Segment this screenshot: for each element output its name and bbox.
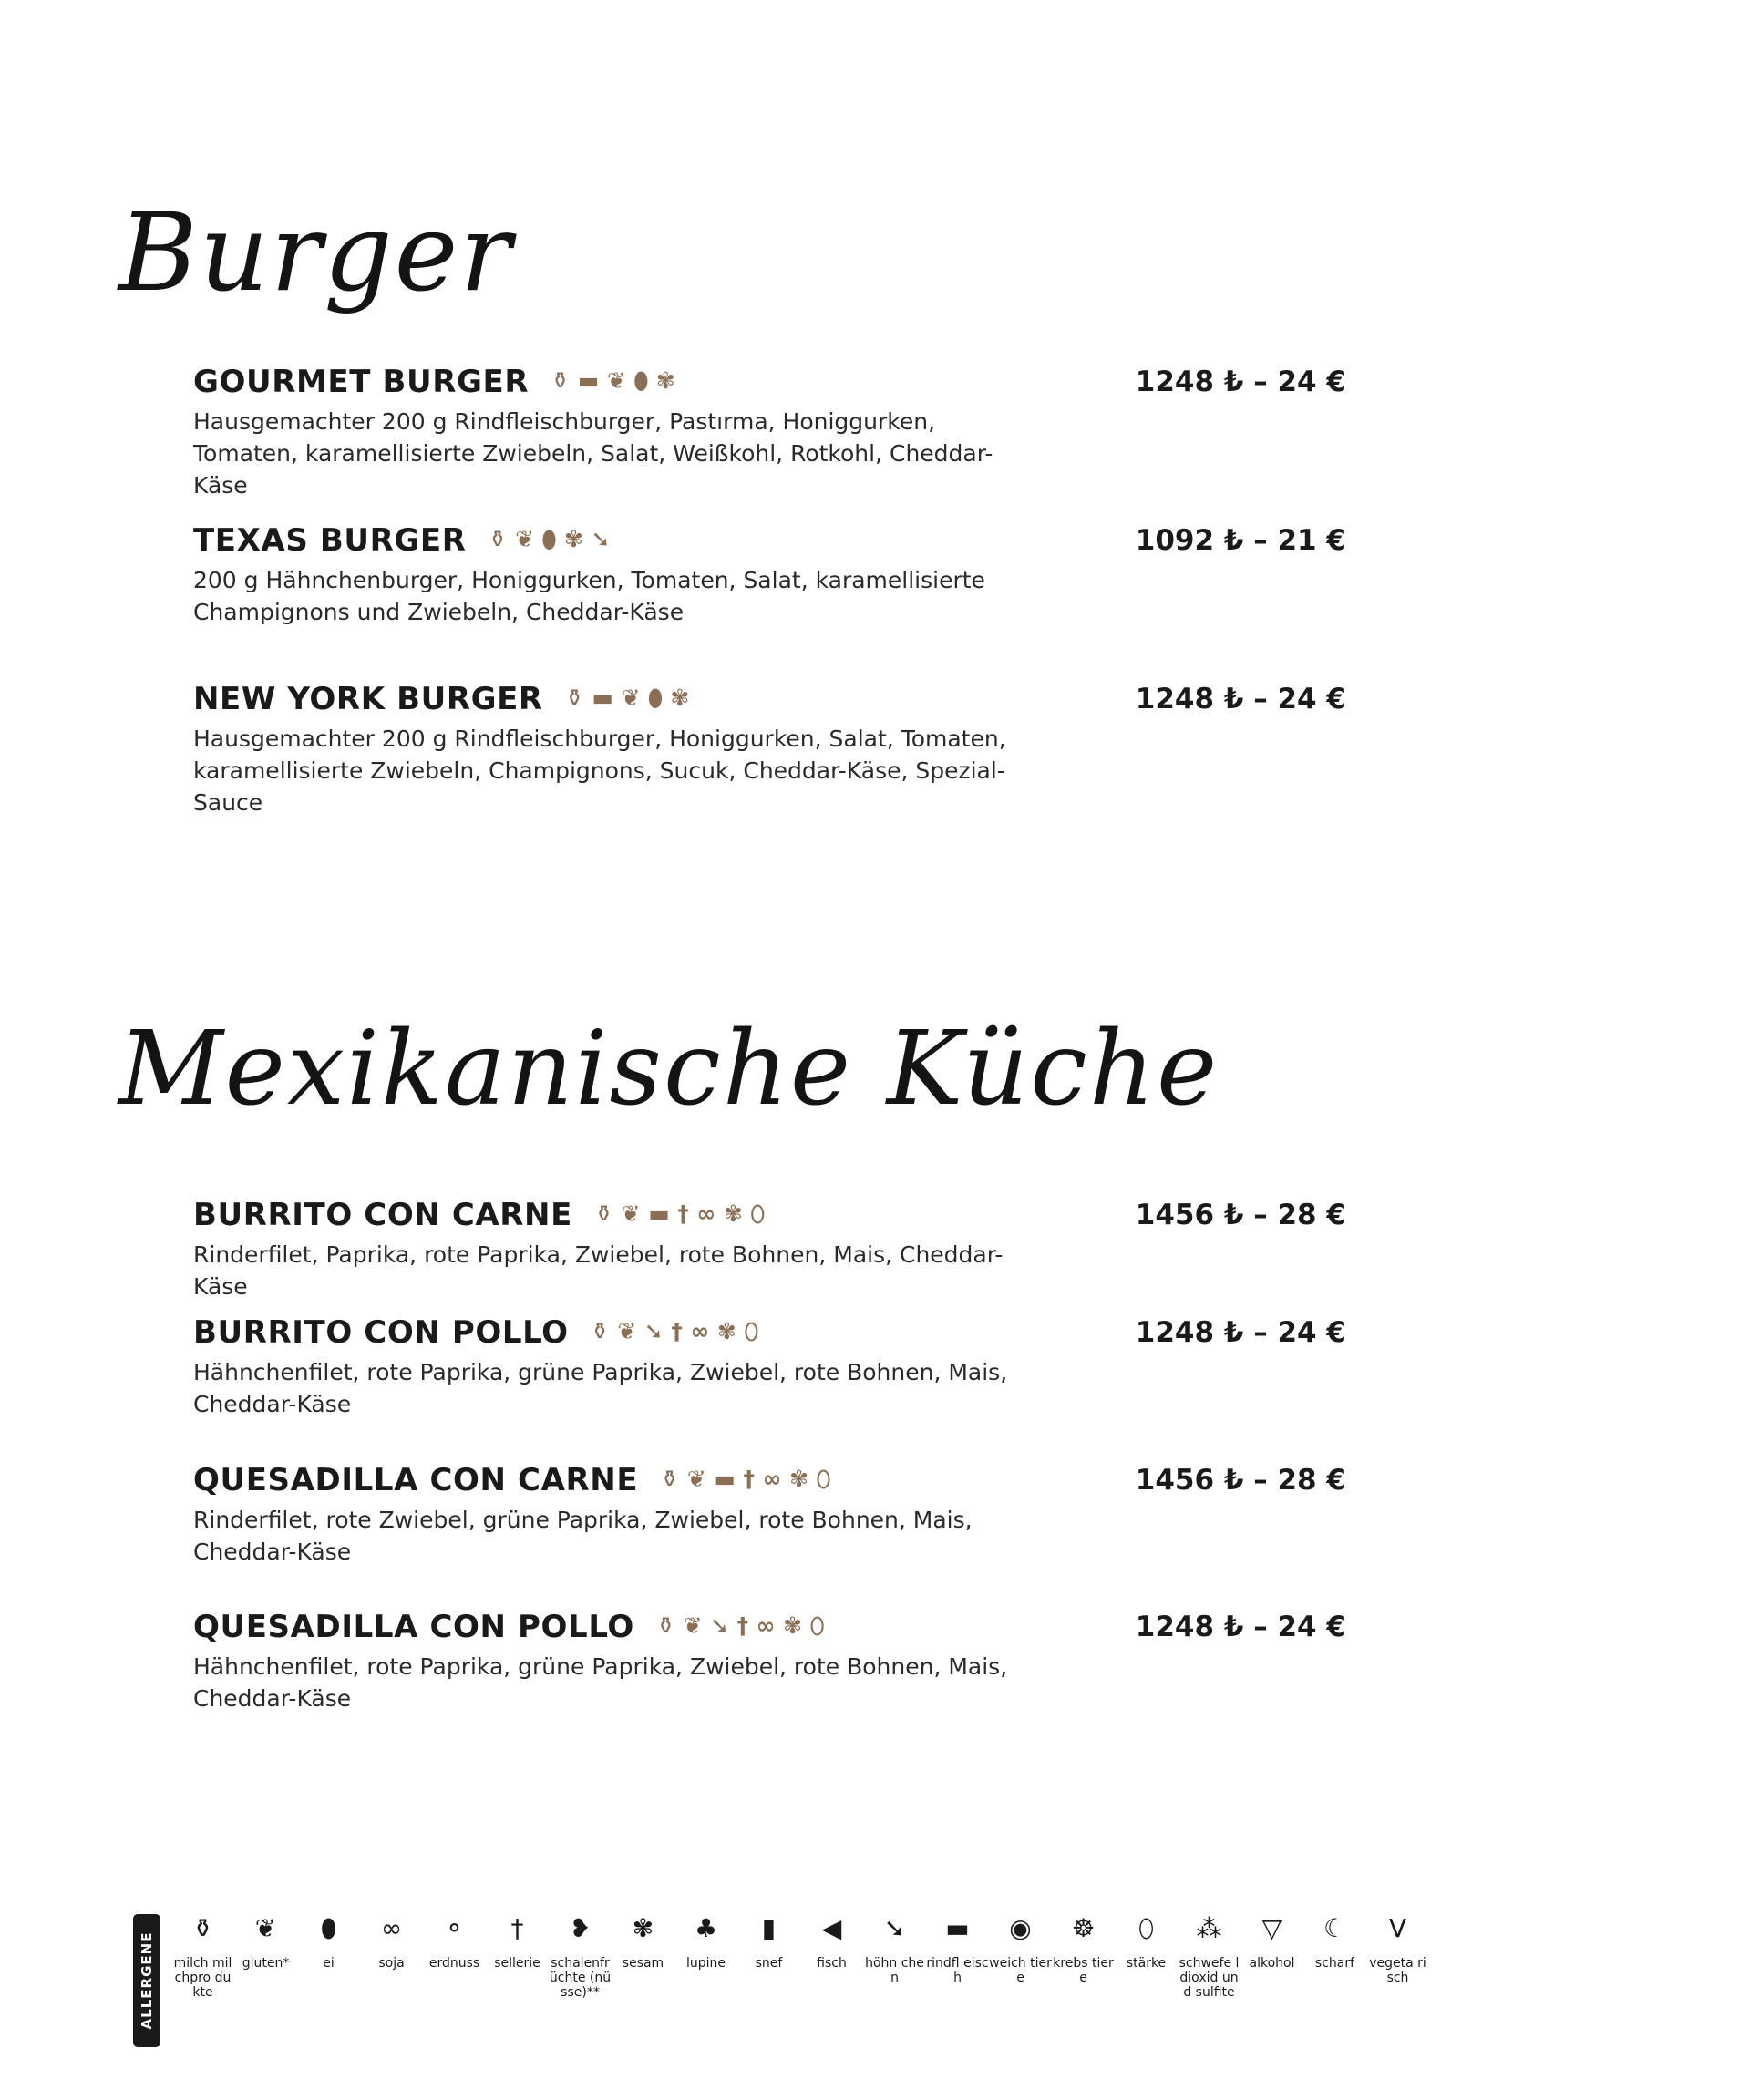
allergen-legend-item [423,1909,486,2000]
allergen-legend-item [926,1909,989,2000]
allergen-legend-item [800,1909,863,2000]
wheat-icon: ❦ [617,1317,637,1344]
allergen-label: schalenfr üchte (nüsse)** [549,1956,612,2000]
lupine-icon: ♣ [694,1913,718,1943]
allergen-label: erdnuss [428,1956,480,1971]
soy-icon: ∞ [380,1913,403,1943]
item-name: TEXAS BURGER ⚱ ❦ ⬮ ✾ ➘ [193,522,612,559]
item-description: Rinderfilet, rote Zwiebel, grüne Paprika, Zwiebel, rote Bohnen, Mais, Cheddar-Käse [193,1507,973,1565]
sesame-icon: ✾ [655,366,676,394]
milk-bottle-icon: ⚱ [191,1913,214,1943]
item-name: NEW YORK BURGER ⚱ ▬ ❦ ⬮ ✾ [193,681,690,717]
section-title-burger: Burger [118,190,513,315]
allergen-legend-item [1115,1909,1178,2000]
starch-icon: ⬯ [816,1465,831,1492]
allergen-legend-item [297,1909,360,2000]
menu-item-new-york-burger [193,675,1369,818]
wheat-icon: ❦ [515,525,535,552]
item-description: Hähnchenfilet, rote Paprika, grüne Paprika, Zwiebel, rote Bohnen, Mais, Cheddar-Käse [193,1359,1008,1417]
milk-bottle-icon: ⚱ [488,525,509,552]
item-description: Rinderfilet, Paprika, rote Paprika, Zwiebel, rote Bohnen, Mais, Cheddar-Käse [193,1241,1004,1300]
milk-bottle-icon: ⚱ [564,684,585,711]
egg-icon: ⬮ [320,1913,337,1943]
item-price: 1248 ₺ – 24 € [1135,683,1346,715]
item-name: GOURMET BURGER ⚱ ▬ ❦ ⬮ ✾ [193,364,676,400]
allergen-legend-item [1303,1909,1366,2000]
allergen-legend-item [863,1909,926,2000]
soy-icon: ∞ [762,1465,783,1492]
vegetarian-icon: V [1388,1913,1407,1943]
item-price: 1456 ₺ – 28 € [1135,1464,1346,1497]
allergen-legend [133,1909,1426,2045]
section-title-mexikanische-kueche: Mexikanische Küche [118,1010,1220,1128]
celery-icon: † [677,1199,690,1227]
allergen-legend-label: ALLERGENE [133,1914,160,2047]
wheat-icon: ❦ [621,684,642,711]
sulfite-icon: ⁂ [1196,1913,1222,1943]
allergen-label: vegeta risch [1369,1956,1426,1985]
chicken-leg-icon: ➘ [710,1611,730,1639]
mustard-icon: ▮ [761,1913,777,1943]
egg-icon: ⬮ [633,366,649,394]
egg-icon: ⬮ [648,684,664,711]
wheat-icon: ❦ [254,1913,277,1943]
chicken-leg-icon: ➘ [591,525,612,552]
allergen-legend-item [234,1909,297,2000]
allergen-legend-item [1240,1909,1303,2000]
starch-icon: ⬯ [750,1199,766,1227]
sesame-icon: ✾ [783,1611,803,1639]
shell-icon: ◉ [1009,1913,1032,1943]
allergen-label: stärke [1126,1956,1167,1971]
item-price: 1248 ₺ – 24 € [1135,1316,1346,1349]
allergen-label: soja [378,1956,405,1971]
allergen-legend-item [612,1909,674,2000]
item-name: BURRITO CON POLLO ⚱ ❦ ➘ † ∞ ✾ ⬯ [193,1314,759,1351]
beef-icon: ▬ [945,1913,970,1943]
allergen-label: gluten* [242,1956,290,1971]
allergen-label: rindfl eisch [926,1956,989,1985]
beef-icon: ▬ [577,366,600,394]
allergen-label: alkohol [1249,1956,1295,1971]
chili-icon: ☾ [1323,1913,1347,1943]
item-name: QUESADILLA CON CARNE ⚱ ❦ ▬ † ∞ ✾ ⬯ [193,1462,831,1498]
nut-icon: ❥ [569,1913,592,1943]
item-price: 1092 ₺ – 21 € [1135,524,1346,557]
milk-bottle-icon: ⚱ [655,1611,676,1639]
item-price: 1456 ₺ – 28 € [1135,1199,1346,1231]
sesame-icon: ✾ [723,1199,744,1227]
item-price: 1248 ₺ – 24 € [1135,365,1346,398]
milk-bottle-icon: ⚱ [660,1465,680,1492]
sesame-icon: ✾ [632,1913,654,1943]
allergen-label: sesam [622,1956,664,1971]
allergen-label: weich tiere [989,1956,1052,1985]
allergen-legend-items [171,1909,1429,2000]
beef-icon: ▬ [714,1465,736,1492]
lobster-icon: ☸ [1071,1913,1096,1943]
allergen-legend-item [1366,1909,1429,2000]
soy-icon: ∞ [756,1611,777,1639]
soy-icon: ∞ [696,1199,716,1227]
fish-icon: ◀ [821,1913,842,1943]
allergen-label: schwefe ldioxid und sulfite [1179,1956,1240,2000]
item-price: 1248 ₺ – 24 € [1135,1611,1346,1643]
starch-icon: ⬯ [809,1611,825,1639]
item-description: Hausgemachter 200 g Rindfleischburger, Honiggurken, Salat, Tomaten, karamellisierte Zwiebeln, Champignons, Sucuk, Cheddar-Käse, Spezial-Sauce [193,726,1006,816]
allergen-label: ei [323,1956,335,1971]
allergen-label: höhn chen [865,1956,924,1985]
item-description: Hausgemachter 200 g Rindfleischburger, Pastırma, Honiggurken, Tomaten, karamellisierte Zwiebeln, Salat, Weißkohl, Rotkohl, Cheddar-Käse [193,408,993,499]
item-name: BURRITO CON CARNE ⚱ ❦ ▬ † ∞ ✾ ⬯ [193,1197,766,1233]
allergen-legend-item [486,1909,549,2000]
allergen-label: krebs tiere [1053,1956,1114,1985]
menu-item-quesadilla-con-carne [193,1457,1369,1568]
allergen-legend-item [1052,1909,1115,2000]
starch-icon: ⬯ [1138,1913,1155,1943]
allergen-label: snef [755,1956,783,1971]
menu-item-quesadilla-con-pollo [193,1603,1369,1714]
sesame-icon: ✾ [670,684,690,711]
menu-item-gourmet-burger [193,358,1369,501]
item-description: Hähnchenfilet, rote Paprika, grüne Paprika, Zwiebel, rote Bohnen, Mais, Cheddar-Käse [193,1653,1008,1712]
milk-bottle-icon: ⚱ [593,1199,614,1227]
item-name: QUESADILLA CON POLLO ⚱ ❦ ➘ † ∞ ✾ ⬯ [193,1609,825,1645]
celery-icon: † [743,1465,756,1492]
menu-item-texas-burger [193,517,1369,628]
sesame-icon: ✾ [563,525,584,552]
milk-bottle-icon: ⚱ [590,1317,611,1344]
sesame-icon: ✾ [789,1465,809,1492]
allergen-legend-item [549,1909,612,2000]
allergen-legend-item [737,1909,800,2000]
sesame-icon: ✾ [716,1317,737,1344]
allergen-legend-item [360,1909,423,2000]
wheat-icon: ❦ [683,1611,704,1639]
beef-icon: ▬ [648,1199,671,1227]
egg-icon: ⬮ [541,525,557,552]
peanut-icon: ⚬ [443,1913,466,1943]
allergen-legend-item [171,1909,234,2000]
chicken-leg-icon: ➘ [883,1913,906,1943]
allergen-label: fisch [817,1956,847,1971]
cocktail-icon: ▽ [1261,1913,1282,1943]
menu-item-burrito-con-carne [193,1191,1369,1302]
wheat-icon: ❦ [606,366,627,394]
soy-icon: ∞ [690,1317,710,1344]
starch-icon: ⬯ [744,1317,759,1344]
celery-icon: † [736,1611,749,1639]
chicken-leg-icon: ➘ [643,1317,664,1344]
celery-icon: † [510,1913,524,1943]
beef-icon: ▬ [592,684,614,711]
allergen-label: lupine [685,1956,726,1971]
wheat-icon: ❦ [686,1465,707,1492]
allergen-legend-item [1178,1909,1240,2000]
allergen-legend-item [674,1909,737,2000]
allergen-label: scharf [1314,1956,1355,1971]
allergen-label: milch milchpro dukte [173,1956,232,2000]
wheat-icon: ❦ [621,1199,642,1227]
item-description: 200 g Hähnchenburger, Honiggurken, Tomaten, Salat, karamellisierte Champignons und Zwiebeln, Cheddar-Käse [193,567,985,625]
menu-item-burrito-con-pollo [193,1309,1369,1420]
celery-icon: † [671,1317,684,1344]
allergen-label: sellerie [494,1956,540,1971]
allergen-legend-item [989,1909,1052,2000]
milk-bottle-icon: ⚱ [551,366,571,394]
